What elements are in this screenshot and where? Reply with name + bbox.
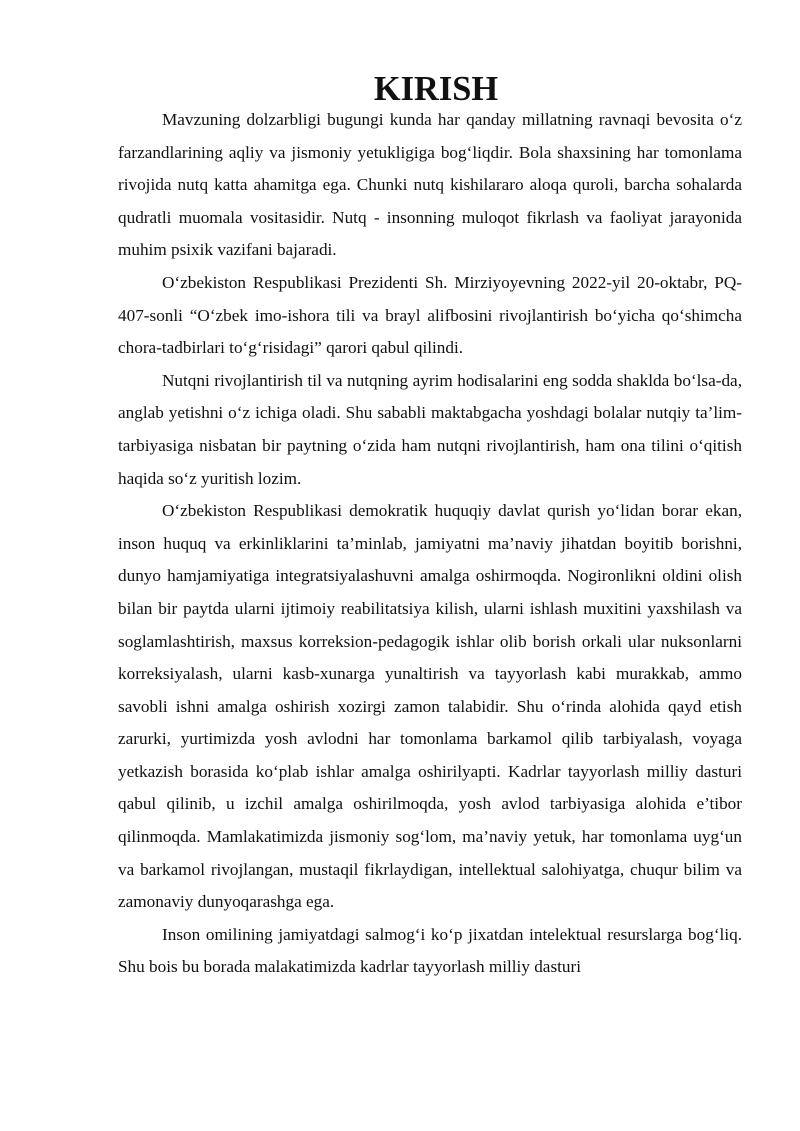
page-title: KIRISH (373, 70, 499, 108)
paragraph-presidential-decree: O‘zbekiston Respublikasi Prezidenti Sh. Mirziyoyevning 2022-yil 20-oktabr, PQ-407-sonli “O‘zbek imo-ishora tili va brayl alifbosini rivojlantirish bo‘yicha qo‘shimcha chora-tadbirlari to‘g‘risidagi” qarori qabul qilindi. (118, 272, 742, 358)
paragraph-human-factor: Inson omilining jamiyatdagi salmog‘i ko‘p jixatdan intelektual resurslarga bog‘liq. Shu bois bu borada malakatimizda kadrlar tayyorlash milliy dasturi (118, 924, 742, 977)
paragraph-relevance: Mavzuning dolzarbligi bugungi kunda har qanday millatning ravnaqi bevosita o‘z farzandlarining aqliy va jismoniy yetukligiga bog‘liqdir. Bola shaxsining har tomonlama rivojida nutq katta ahamitga ega. Chunki nutq kishilararo aloqa quroli, barcha sohalarda qudratli muomala vositasidir. Nutq - insonning muloqot fikrlash va faoliyat jarayonida muhim psixik vazifani bajaradi. (118, 110, 742, 260)
paragraph-democratic-state: O‘zbekiston Respublikasi demokratik huquqiy davlat qurish yo‘lidan borar ekan, inson huquq va erkinliklarini ta’minlab, jamiyatni ma’naviy jihatdan boyitib borishni, dunyo hamjamiyatiga integratsiyalashuvni amalga oshirmoqda. Nogironlikni oldini olish bilan bir paytda ularni ijtimoiy reabilitatsiya kilish, ularni ishlash muxitini yaxshilash va soglamlashtirish, maxsus korreksion-pedagogik ishlar olib borish orkali ular nuksonlarni korreksiyalash, ularni kasb-xunarga yunaltirish va tayyorlash kabi murakkab, ammo savobli ishni amalga oshirish xozirgi zamon talabidir. Shu o‘rinda alohida qayd etish zarurki, yurtimizda yosh avlodni har tomonlama barkamol qilib tarbiyalash, voyaga yetkazish borasida ko‘plab ishlar amalga oshirilyapti. Kadrlar tayyorlash milliy dasturi qabul qilinib, u izchil amalga oshirilmoqda, yosh avlod tarbiyasiga alohida e’tibor qilinmoqda. Mamlakatimizda jismoniy sog‘lom, ma’naviy yetuk, har tomonlama uyg‘un va barkamol rivojlangan, mustaqil fikrlaydigan, intellektual salohiyatga, chuqur bilim va zamonaviy dunyoqarashga ega. (118, 501, 742, 912)
document-body (118, 70, 742, 984)
paragraph-speech-development: Nutqni rivojlantirish til va nutqning ayrim hodisalarini eng sodda shaklda bo‘lsa-da, anglab yetishni o‘z ichiga oladi. Shu sababli maktabgacha yoshdagi bolalar nutqiy ta’lim-tarbiyasiga nisbatan bir paytning o‘zida ham nutqni rivojlantirish, ham ona tilini o‘qitish haqida so‘z yuritish lozim. (118, 370, 742, 488)
